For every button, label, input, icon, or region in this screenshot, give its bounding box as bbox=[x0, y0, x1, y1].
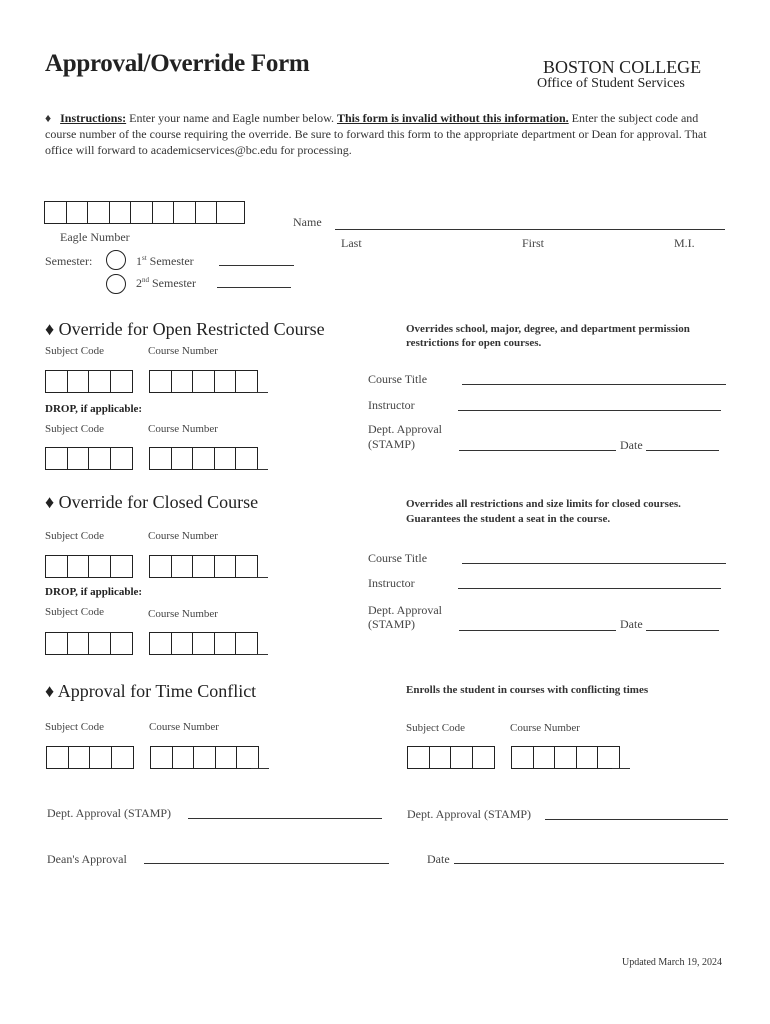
code-box[interactable] bbox=[46, 746, 69, 769]
course-number-tail bbox=[250, 654, 268, 655]
conflict-course-number-boxes-2[interactable] bbox=[511, 746, 619, 769]
code-box[interactable] bbox=[88, 447, 111, 470]
code-box[interactable] bbox=[45, 370, 68, 393]
semester-label: Semester: bbox=[45, 254, 93, 268]
drop-label: DROP, if applicable: bbox=[45, 403, 143, 415]
eagle-digit-box[interactable] bbox=[216, 201, 245, 224]
instructions-text-1: Enter your name and Eagle number below. bbox=[126, 111, 337, 125]
eagle-digit-box[interactable] bbox=[130, 201, 153, 224]
course-number-tail bbox=[250, 392, 268, 393]
semester-1-radio[interactable] bbox=[106, 250, 126, 270]
instructions bbox=[45, 110, 725, 158]
course-number-boxes[interactable] bbox=[149, 370, 257, 393]
date-field[interactable] bbox=[646, 630, 719, 631]
code-box[interactable] bbox=[429, 746, 452, 769]
number-box[interactable] bbox=[171, 370, 194, 393]
number-box[interactable] bbox=[235, 447, 258, 470]
drop-subject-code-boxes[interactable] bbox=[45, 447, 131, 470]
number-box[interactable] bbox=[149, 632, 172, 655]
dept-approval-field-1[interactable] bbox=[188, 818, 382, 819]
number-box[interactable] bbox=[172, 746, 195, 769]
code-box[interactable] bbox=[110, 447, 133, 470]
course-number-label: Course Number bbox=[148, 345, 218, 357]
eagle-digit-box[interactable] bbox=[44, 201, 67, 224]
code-box[interactable] bbox=[67, 555, 90, 578]
number-box[interactable] bbox=[214, 370, 237, 393]
course-title-label: Course Title bbox=[368, 551, 428, 565]
code-box[interactable] bbox=[45, 555, 68, 578]
course-number-label: Course Number bbox=[149, 721, 219, 733]
eagle-digit-box[interactable] bbox=[152, 201, 175, 224]
dept-approval-label: Dept. Approval bbox=[368, 603, 442, 617]
code-box[interactable] bbox=[45, 447, 68, 470]
code-box[interactable] bbox=[67, 370, 90, 393]
course-number-label: Course Number bbox=[148, 530, 218, 542]
course-number-tail bbox=[251, 768, 269, 769]
number-box[interactable] bbox=[235, 555, 258, 578]
course-number-tail bbox=[250, 577, 268, 578]
code-box[interactable] bbox=[67, 632, 90, 655]
eagle-number-boxes[interactable] bbox=[44, 201, 244, 224]
number-box[interactable] bbox=[150, 746, 173, 769]
number-box[interactable] bbox=[576, 746, 599, 769]
eagle-number-label: Eagle Number bbox=[60, 230, 130, 244]
updated-date: Updated March 19, 2024 bbox=[622, 957, 722, 968]
subject-code-label: Subject Code bbox=[45, 721, 104, 733]
course-number-tail bbox=[612, 768, 630, 769]
code-box[interactable] bbox=[110, 632, 133, 655]
deans-approval-field[interactable] bbox=[144, 863, 389, 864]
stamp-label: (STAMP) bbox=[368, 437, 416, 451]
number-box[interactable] bbox=[149, 447, 172, 470]
conflict-date-label: Date bbox=[427, 852, 450, 866]
code-box[interactable] bbox=[89, 746, 112, 769]
section-conflict-heading: ♦ Approval for Time Conflict bbox=[45, 681, 257, 701]
semester-2-label: 2nd Semester bbox=[136, 276, 196, 290]
number-box[interactable] bbox=[214, 632, 237, 655]
middle-initial-label: M.I. bbox=[674, 236, 695, 250]
drop-subject-code-boxes[interactable] bbox=[45, 632, 131, 655]
dept-approval-field[interactable] bbox=[459, 450, 616, 451]
number-box[interactable] bbox=[235, 632, 258, 655]
conflict-subject-code-boxes-2[interactable] bbox=[407, 746, 493, 769]
code-box[interactable] bbox=[407, 746, 430, 769]
name-label: Name bbox=[293, 215, 322, 229]
number-box[interactable] bbox=[192, 447, 215, 470]
code-box[interactable] bbox=[45, 632, 68, 655]
diamond-bullet-icon: ♦ bbox=[45, 111, 52, 125]
subject-code-label: Subject Code bbox=[45, 530, 104, 542]
subject-code-label: Subject Code bbox=[45, 345, 104, 357]
instructions-warning: This form is invalid without this information. bbox=[336, 111, 569, 125]
name-field[interactable] bbox=[335, 229, 725, 230]
number-box[interactable] bbox=[533, 746, 556, 769]
date-label: Date bbox=[620, 617, 643, 631]
eagle-digit-box[interactable] bbox=[195, 201, 218, 224]
code-box[interactable] bbox=[88, 370, 111, 393]
number-box[interactable] bbox=[192, 632, 215, 655]
conflict-subject-code-boxes-1[interactable] bbox=[46, 746, 132, 769]
course-number-label: Course Number bbox=[148, 423, 218, 435]
drop-course-number-boxes[interactable] bbox=[149, 447, 257, 470]
number-box[interactable] bbox=[215, 746, 238, 769]
semester-2-radio[interactable] bbox=[106, 274, 126, 294]
college-name: BOSTON COLLEGE bbox=[543, 57, 702, 77]
instructions-label: Instructions: bbox=[60, 111, 127, 125]
course-title-field[interactable] bbox=[462, 384, 726, 385]
subject-code-label: Subject Code bbox=[45, 606, 104, 618]
code-box[interactable] bbox=[67, 447, 90, 470]
code-box[interactable] bbox=[110, 370, 133, 393]
number-box[interactable] bbox=[192, 555, 215, 578]
course-number-tail bbox=[250, 469, 268, 470]
first-name-label: First bbox=[522, 236, 545, 250]
code-box[interactable] bbox=[68, 746, 91, 769]
date-label: Date bbox=[620, 438, 643, 452]
subject-code-boxes[interactable] bbox=[45, 555, 131, 578]
section-open-note: Overrides school, major, degree, and department permission restrictions for open courses. bbox=[406, 323, 690, 349]
eagle-digit-box[interactable] bbox=[173, 201, 196, 224]
number-box[interactable] bbox=[214, 555, 237, 578]
number-box[interactable] bbox=[597, 746, 620, 769]
course-title-label: Course Title bbox=[368, 372, 428, 386]
eagle-digit-box[interactable] bbox=[66, 201, 89, 224]
number-box[interactable] bbox=[171, 555, 194, 578]
number-box[interactable] bbox=[554, 746, 577, 769]
last-name-label: Last bbox=[341, 236, 362, 250]
instructor-label: Instructor bbox=[368, 576, 415, 590]
dept-approval-label: Dept. Approval bbox=[368, 422, 442, 436]
number-box[interactable] bbox=[149, 370, 172, 393]
dept-approval-stamp-label: Dept. Approval (STAMP) bbox=[407, 807, 532, 821]
code-box[interactable] bbox=[88, 555, 111, 578]
dept-approval-stamp-label: Dept. Approval (STAMP) bbox=[47, 806, 172, 820]
dept-approval-field[interactable] bbox=[459, 630, 616, 631]
section-closed-note-1: Overrides all restrictions and size limits for closed courses. bbox=[406, 498, 681, 510]
number-box[interactable] bbox=[235, 370, 258, 393]
code-box[interactable] bbox=[472, 746, 495, 769]
subject-code-boxes[interactable] bbox=[45, 370, 131, 393]
number-box[interactable] bbox=[171, 447, 194, 470]
semester-1-line[interactable] bbox=[219, 265, 294, 266]
stamp-label: (STAMP) bbox=[368, 617, 416, 631]
course-number-boxes[interactable] bbox=[149, 555, 257, 578]
code-box[interactable] bbox=[88, 632, 111, 655]
section-closed-heading: ♦ Override for Closed Course bbox=[45, 492, 259, 512]
deans-approval-label: Dean's Approval bbox=[47, 852, 127, 866]
eagle-digit-box[interactable] bbox=[87, 201, 110, 224]
date-field[interactable] bbox=[646, 450, 719, 451]
subject-code-label: Subject Code bbox=[406, 722, 465, 734]
course-number-label: Course Number bbox=[510, 722, 580, 734]
instructor-field[interactable] bbox=[458, 410, 721, 411]
instructor-label: Instructor bbox=[368, 398, 415, 412]
code-box[interactable] bbox=[110, 555, 133, 578]
code-box[interactable] bbox=[450, 746, 473, 769]
conflict-date-field[interactable] bbox=[454, 863, 724, 864]
section-closed-note-2: Guarantees the student a seat in the course. bbox=[406, 513, 611, 525]
semester-1-label: 1st Semester bbox=[136, 254, 194, 268]
number-box[interactable] bbox=[192, 370, 215, 393]
eagle-digit-box[interactable] bbox=[109, 201, 132, 224]
number-box[interactable] bbox=[149, 555, 172, 578]
section-conflict-note: Enrolls the student in courses with conflicting times bbox=[406, 684, 649, 696]
semester-2-line[interactable] bbox=[217, 287, 291, 288]
section-open-heading: ♦ Override for Open Restricted Course bbox=[45, 319, 325, 339]
course-number-label: Course Number bbox=[148, 608, 218, 620]
drop-label: DROP, if applicable: bbox=[45, 586, 143, 598]
office-name: Office of Student Services bbox=[537, 76, 685, 91]
drop-course-number-boxes[interactable] bbox=[149, 632, 257, 655]
number-box[interactable] bbox=[511, 746, 534, 769]
number-box[interactable] bbox=[214, 447, 237, 470]
course-title-field[interactable] bbox=[462, 563, 726, 564]
subject-code-label: Subject Code bbox=[45, 423, 104, 435]
number-box[interactable] bbox=[236, 746, 259, 769]
conflict-course-number-boxes-1[interactable] bbox=[150, 746, 258, 769]
form-title: Approval/Override Form bbox=[45, 50, 310, 77]
dept-approval-field-2[interactable] bbox=[545, 819, 728, 820]
code-box[interactable] bbox=[111, 746, 134, 769]
instructor-field[interactable] bbox=[458, 588, 721, 589]
number-box[interactable] bbox=[193, 746, 216, 769]
number-box[interactable] bbox=[171, 632, 194, 655]
instructions-text-2: Enter the subject code and course number of the course requiring the override. Be sure to forward this form to the appropriate department or Dean for approval. That office will forward to academicservices@bc.edu for processing. bbox=[45, 111, 707, 157]
